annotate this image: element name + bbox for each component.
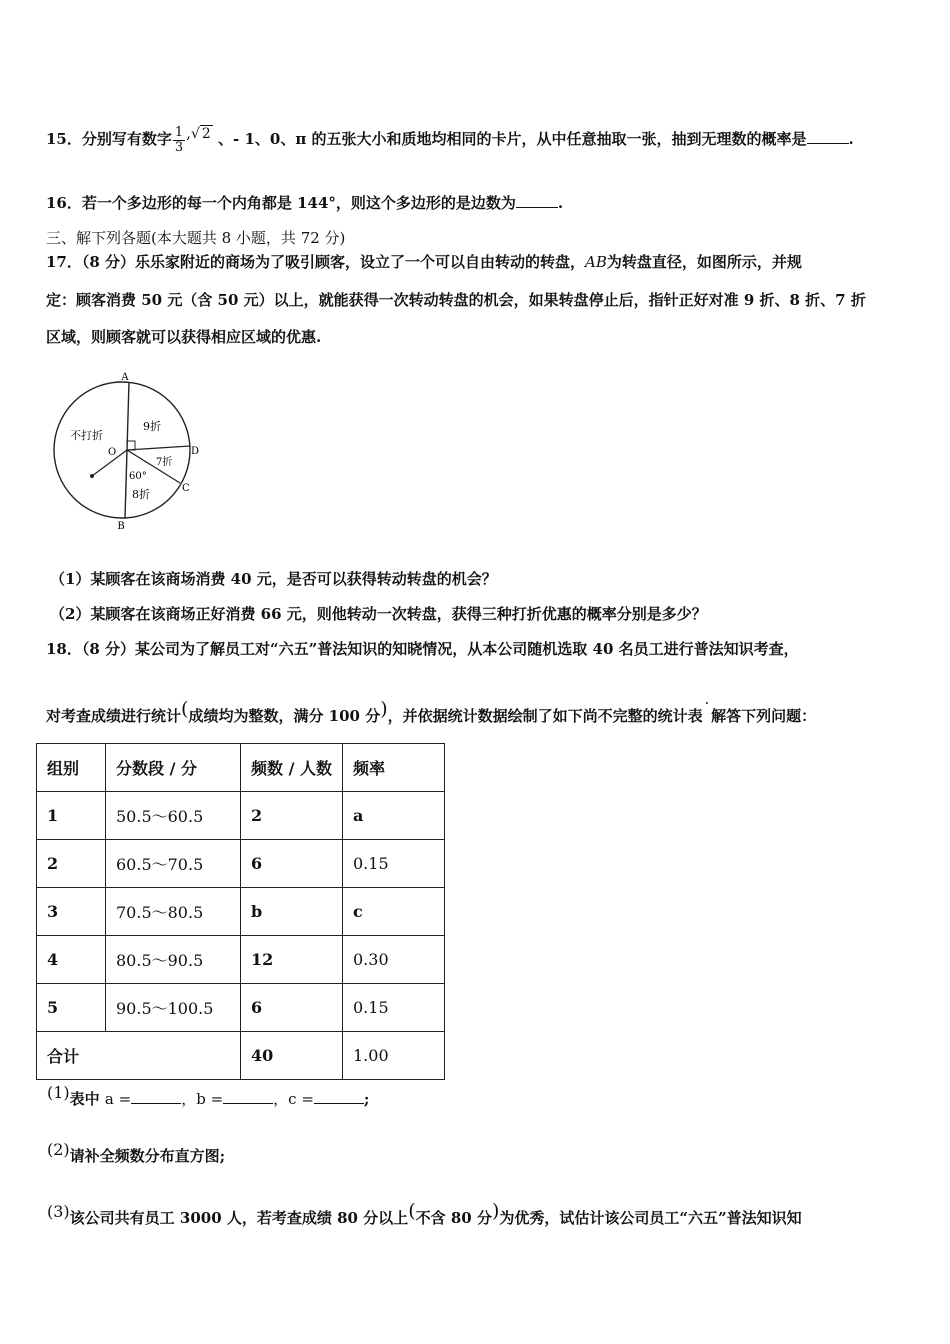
cell-range: 70.5～80.5 — [106, 888, 241, 936]
cell-freq: 0.15 — [343, 840, 445, 888]
sub1-end: ; — [363, 1090, 370, 1108]
q17-line-1 — [46, 251, 802, 272]
q15-prefix: 15．分别写有数字 — [46, 130, 172, 148]
q18-sub-2 — [47, 1140, 225, 1166]
label-a: A — [121, 372, 129, 383]
spinner-wheel-figure — [50, 370, 210, 532]
statistics-table — [36, 743, 445, 1080]
answer-blank-c[interactable] — [314, 1103, 364, 1104]
question-16 — [46, 192, 563, 213]
q18-line2-b: 成绩均为整数，满分 100 分 — [188, 707, 381, 725]
cell-freq: a — [343, 792, 445, 840]
cell-group: 1 — [37, 792, 106, 840]
q18-sub-1 — [47, 1083, 369, 1109]
cell-group: 5 — [37, 984, 106, 1032]
sub3-number: (3) — [47, 1202, 70, 1221]
cell-range: 50.5～60.5 — [106, 792, 241, 840]
q18-paren-open: ( — [181, 698, 189, 720]
q18-sub-3 — [47, 1200, 802, 1228]
sqrt-symbol: √ — [190, 126, 200, 142]
header-score-range: 分数段 / 分 — [106, 744, 241, 792]
sub3-text-b: 不含 80 分 — [415, 1209, 492, 1227]
table-header-row — [37, 744, 445, 792]
cell-freq: 0.15 — [343, 984, 445, 1032]
radius-od — [127, 446, 190, 450]
q17-line1-b: 为转盘直径，如图所示，并规 — [606, 253, 802, 271]
q18-line-2 — [46, 698, 816, 726]
label-c: C — [182, 483, 190, 494]
fraction-denominator: 3 — [174, 139, 184, 155]
table-row — [37, 984, 445, 1032]
fraction-one-third — [173, 126, 185, 155]
q16-text: 16．若一个多边形的每一个内角都是 144°，则这个多边形的是边数为 — [46, 194, 516, 212]
cell-range: 90.5～100.5 — [106, 984, 241, 1032]
pointer-tip — [90, 474, 94, 478]
cell-range: 60.5～70.5 — [106, 840, 241, 888]
cell-group: 4 — [37, 936, 106, 984]
table-row — [37, 840, 445, 888]
cell-freq: 0.30 — [343, 936, 445, 984]
header-frequency: 频数 / 人数 — [241, 744, 343, 792]
q18-paren-close: ) — [380, 698, 388, 720]
sub2-number: (2) — [47, 1140, 70, 1159]
cell-group: 3 — [37, 888, 106, 936]
sub1-label: 表中 — [69, 1090, 100, 1108]
answer-blank-a[interactable] — [131, 1103, 181, 1104]
q16-end: . — [557, 194, 564, 212]
label-b: B — [117, 521, 125, 532]
q17-line-2: 定：顾客消费 50 元（含 50 元）以上，就能获得一次转动转盘的机会，如果转盘停止后，指针正好对准 9 折、8 折、7 折 — [46, 291, 866, 309]
q18-line-1: 18．（8 分）某公司为了解员工对“六五”普法知识的知晓情况，从本公司随机选取 40 名员工进行普法知识考查， — [46, 640, 799, 658]
q17-line1-a: 17．（8 分）乐乐家附近的商场为了吸引顾客，设立了一个可以自由转动的转盘， — [46, 253, 586, 271]
sub1-b: ，b = — [181, 1090, 224, 1108]
table-row — [37, 888, 445, 936]
total-count: 40 — [241, 1032, 343, 1080]
answer-blank-b[interactable] — [223, 1103, 273, 1104]
sub3-paren-close: ) — [491, 1200, 500, 1222]
sub1-a: a = — [104, 1090, 132, 1108]
table-total-row — [37, 1032, 445, 1080]
sqrt-two — [191, 125, 213, 142]
sub3-text-c: 为优秀，试估计该公司员工“六五”普法知识知 — [499, 1209, 802, 1227]
section-3-heading: 三、解下列各题(本大题共 8 小题，共 72 分) — [46, 229, 346, 247]
sub1-c: ，c = — [273, 1090, 314, 1108]
cell-count: 12 — [241, 936, 343, 984]
label-o: O — [108, 447, 117, 458]
label-no-discount: 不打折 — [70, 429, 103, 442]
total-freq: 1.00 — [343, 1032, 445, 1080]
fraction-numerator: 1 — [174, 124, 184, 140]
q15-middle: 、- 1、0、π 的五张大小和质地均相同的卡片，从中任意抽取一张，抽到无理数的概率是 — [218, 130, 807, 148]
header-group: 组别 — [37, 744, 106, 792]
q18-line2-a: 对考查成绩进行统计 — [46, 707, 182, 725]
cell-group: 2 — [37, 840, 106, 888]
right-angle-mark — [127, 441, 135, 450]
header-relative-frequency: 频率 — [343, 744, 445, 792]
q17-ab: AB — [585, 253, 607, 271]
question-15 — [46, 124, 854, 155]
cell-count: b — [241, 888, 343, 936]
wheel-circle — [54, 382, 190, 518]
q17-line-3: 区域，则顾客就可以获得相应区域的优惠. — [46, 328, 322, 346]
label-seven-discount: 7折 — [156, 457, 173, 468]
q17-sub-2: （2）某顾客在该商场正好消费 66 元，则他转动一次转盘，获得三种打折优惠的概率分别是多少？ — [50, 605, 707, 623]
q18-line2-d: 解答下列问题： — [711, 707, 817, 725]
cell-count: 6 — [241, 840, 343, 888]
cell-freq: c — [343, 888, 445, 936]
sub3-text-a: 该公司共有员工 3000 人，若考查成绩 80 分以上 — [69, 1209, 409, 1227]
total-label: 合计 — [37, 1032, 241, 1080]
q16-answer-blank[interactable] — [516, 207, 558, 208]
table-row — [37, 792, 445, 840]
q15-end: . — [848, 130, 854, 148]
sub1-number: (1) — [47, 1083, 70, 1102]
q15-answer-blank[interactable] — [807, 143, 849, 144]
table-row — [37, 936, 445, 984]
cell-range: 80.5～90.5 — [106, 936, 241, 984]
q18-line2-c: ，并依据统计数据绘制了如下尚不完整的统计表 — [387, 707, 703, 725]
label-nine-discount: 9折 — [143, 420, 161, 433]
q17-sub-1: （1）某顾客在该商场消费 40 元，是否可以获得转动转盘的机会？ — [50, 570, 497, 588]
sub3-paren-open: ( — [408, 1200, 416, 1222]
label-angle: 60° — [129, 471, 147, 482]
label-d: D — [191, 446, 200, 457]
cell-count: 6 — [241, 984, 343, 1032]
q18-mark: ˙ — [702, 700, 712, 720]
cell-count: 2 — [241, 792, 343, 840]
q15-comma: , — [186, 124, 191, 142]
sqrt-radicand: 2 — [201, 126, 211, 142]
sub2-text: 请补全频数分布直方图; — [69, 1147, 226, 1165]
label-eight-discount: 8折 — [132, 488, 150, 501]
